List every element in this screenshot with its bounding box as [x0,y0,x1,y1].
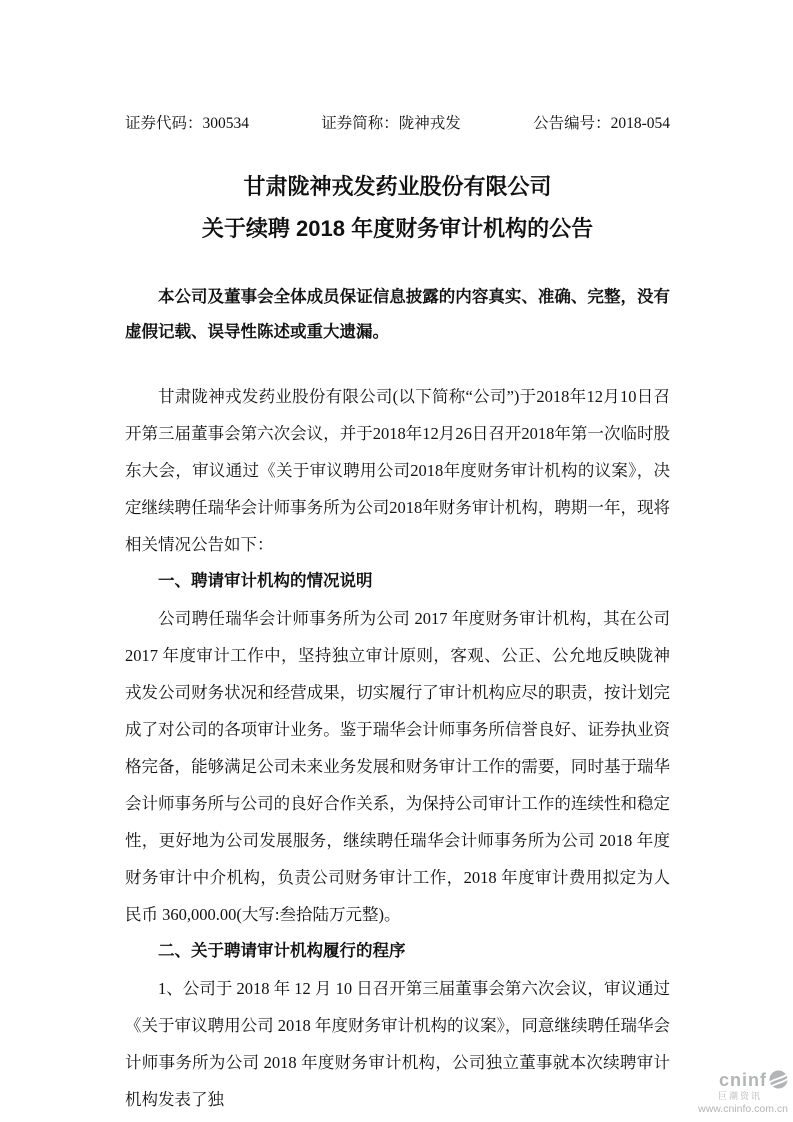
cninfo-url: www.cninfo.com.cn [698,1102,788,1115]
section1-paragraph: 公司聘任瑞华会计师事务所为公司 2017 年度财务审计机构，其在公司 2017 年度审计工作中，坚持独立审计原则，客观、公正、公允地反映陇神戎发公司财务状况和经营成果，切实履行了审计机构应尽的职责，按计划完成了对公司的各项审计业务。鉴于瑞华会计师事务所信誉良好、证券执业资格完备，能够满足公司未来业务发展和财务审计工作的需要，同时基于瑞华会计师事务所与公司的良好合作关系，为保持公司审计工作的连续性和稳定性，更好地为公司发展服务，继续聘任瑞华会计师事务所为公司 2018 年度财务审计中介机构，负责公司财务审计工作，2018 年度审计费用拟定为人民币 360,000.00(大写:叁拾陆万元整)。 [125,609,670,924]
document-body [125,378,670,1118]
section2-item1-paragraph: 1、公司于 2018 年 12 月 10 日召开第三届董事会第六次会议，审议通过《关于审议聘用公司 2018 年度财务审计机构的议案》，同意继续聘任瑞华会计师事务所为公司 2018 年度财务审计机构，公司独立董事就本次续聘审计机构发表了独 [125,979,670,1109]
announcement-number: 公告编号：2018-054 [533,115,670,132]
cninfo-brand-text: cninf [719,1069,767,1090]
cninfo-chinese-name: 巨潮资讯 [717,1090,762,1101]
section1-heading: 一、聘请审计机构的情况说明 [158,572,373,590]
intro-paragraph: 甘肃陇神戎发药业股份有限公司(以下简称“公司”)于2018年12月10日召开第三届董事会第六次会议，并于2018年12月26日召开2018年第一次临时股东大会，审议通过《关于审议聘用公司2018年度财务审计机构的议案》，决定继续聘任瑞华会计师事务所为公司2018年财务审计机构，聘期一年，现将相关情况公告如下： [125,387,670,554]
stock-short-name: 证券简称：陇神戎发 [321,115,461,132]
cninfo-globe-icon [769,1070,788,1089]
document-header [125,113,670,135]
section2-heading: 二、关于聘请审计机构履行的程序 [158,942,406,960]
company-name-title: 甘肃陇神戎发药业股份有限公司 [243,174,552,199]
disclosure-guarantee-notice: 本公司及董事会全体成员保证信息披露的内容真实、准确、完整，没有虚假记载、误导性陈述或重大遗漏。 [125,288,670,341]
announcement-title: 关于续聘 2018 年度财务审计机构的公告 [201,216,594,241]
cninfo-brand-row [698,1070,788,1089]
stock-code: 证券代码：300534 [125,115,250,132]
title-block [125,166,670,250]
cninfo-watermark [698,1070,788,1115]
